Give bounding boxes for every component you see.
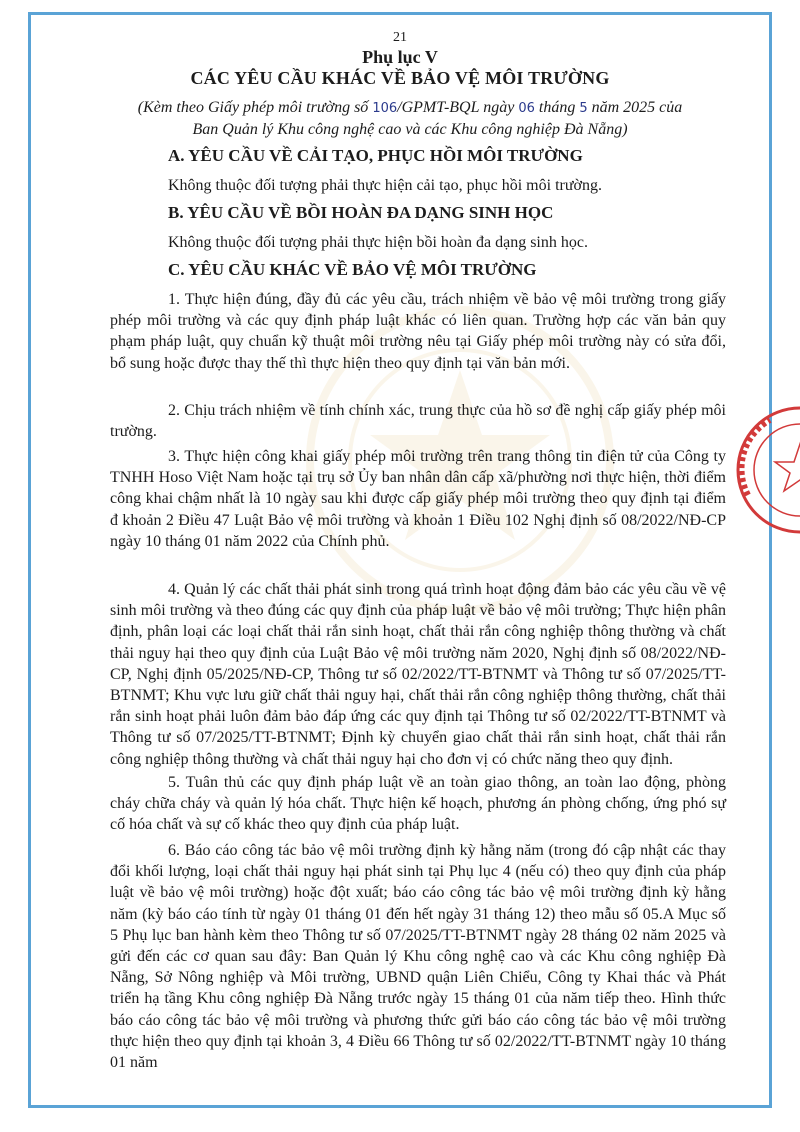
appendix-title: Phụ lục V [362,47,438,67]
subtitle-part: tháng [534,99,580,116]
red-seal-stamp [730,400,800,540]
handwritten-month: 5 [579,101,588,116]
section-b-text: Không thuộc đối tượng phải thực hiện bồi hoàn đa dạng sinh học. [168,234,588,251]
handwritten-day: 06 [518,101,535,116]
main-title: CÁC YÊU CẦU KHÁC VỀ BẢO VỆ MÔI TRƯỜNG [190,68,610,88]
subtitle-part: /GPMT-BQL ngày [397,99,519,116]
subtitle [90,97,730,140]
paragraph-4: 4. Quản lý các chất thải phát sinh trong quá trình hoạt động đảm bảo các yêu cầu về vệ sinh môi trường và theo đúng các quy định của pháp luật về bảo vệ môi trường; Thực hiện phân định, phân loại các loại chất thải rắn sinh hoạt, chất thải rắn công nghiệp thông thường và chất thải nguy hại theo quy định của Luật Bảo vệ môi trường năm 2020, Nghị định số 08/2022/NĐ-CP, Nghị định 05/2025/NĐ-CP, Thông tư số 02/2022/TT-BTNMT và Thông tư số 07/2025/TT-BTNMT; Khu vực lưu giữ chất thải nguy hại, chất thải rắn công nghiệp thông thường, chất thải rắn sinh hoạt phải luôn đảm bảo đáp ứng các quy định tại Thông tư số 02/2022/TT-BTNMT và Thông tư số 07/2025/TT-BTNMT; Định kỳ chuyển giao chất thải rắn sinh hoạt, chất thải rắn công nghiệp thông thường và chất thải nguy hại cho đơn vị có chức năng theo quy định. [110,581,726,768]
section-a-text: Không thuộc đối tượng phải thực hiện cải tạo, phục hồi môi trường. [168,177,602,194]
subtitle-line2: Ban Quản lý Khu công nghệ cao và các Khu công nghiệp Đà Nẵng) [192,121,628,138]
section-c-heading: C. YÊU CẦU KHÁC VỀ BẢO VỆ MÔI TRƯỜNG [168,260,537,279]
paragraph-3: 3. Thực hiện công khai giấy phép môi trường trên trang thông tin điện tử của Công ty TNHH Hoso Việt Nam hoặc tại trụ sở Ủy ban nhân dân cấp xã/phường nơi thực hiện, thời điểm công khai chậm nhất là 10 ngày sau khi được cấp giấy phép môi trường theo quy định tại điểm đ khoản 2 Điều 47 Luật Bảo vệ môi trường và khoản 1 Điều 102 Nghị định số 08/2022/NĐ-CP ngày 10 tháng 01 năm 2022 của Chính phủ. [110,448,726,550]
subtitle-part: năm 2025 của [587,99,683,116]
paragraph-2: 2. Chịu trách nhiệm về tính chính xác, trung thực của hồ sơ đề nghị cấp giấy phép môi trường. [110,402,726,441]
section-b-heading: B. YÊU CẦU VỀ BỒI HOÀN ĐA DẠNG SINH HỌC [168,203,554,222]
page-number: 21 [393,30,407,45]
paragraph-5: 5. Tuân thủ các quy định pháp luật về an toàn giao thông, an toàn lao động, phòng cháy chữa cháy và quản lý hóa chất. Thực hiện kế hoạch, phương án phòng chống, ứng phó sự cố hóa chất và sự cố khác theo quy định của pháp luật. [110,774,726,834]
handwritten-permit-number: 106 [372,101,398,116]
paragraph-6: 6. Báo cáo công tác bảo vệ môi trường định kỳ hằng năm (trong đó cập nhật các thay đổi khối lượng, loại chất thải nguy hại phát sinh tại Phụ lục 4 (nếu có) theo quy định của pháp luật về bảo vệ môi trường) hoặc đột xuất; báo cáo công tác bảo vệ môi trường định kỳ hằng năm (kỳ báo cáo tính từ ngày 01 tháng 01 đến hết ngày 31 tháng 12) theo mẫu số 05.A Mục số 5 Phụ lục ban hành kèm theo Thông tư số 07/2025/TT-BTNMT ngày 28 tháng 02 năm 2025 và gửi đến các cơ quan sau đây: Ban Quản lý Khu công nghệ cao và các Khu công nghiệp Đà Nẵng, Sở Nông nghiệp và Môi trường, UBND quận Liên Chiểu, Công ty Khai thác và Phát triển hạ tầng Khu công nghiệp Đà Nẵng trước ngày 15 tháng 01 của năm tiếp theo. Hình thức báo cáo công tác bảo vệ môi trường và phương thức gửi báo cáo công tác bảo vệ môi trường thực hiện theo quy định tại khoản 3, 4 Điều 66 Thông tư số 02/2022/TT-BTNMT ngày 10 tháng 01 năm [110,842,726,1072]
subtitle-part: (Kèm theo Giấy phép môi trường số [137,99,373,116]
section-a-heading: A. YÊU CẦU VỀ CẢI TẠO, PHỤC HỒI MÔI TRƯỜNG [168,146,583,165]
paragraph-1: 1. Thực hiện đúng, đầy đủ các yêu cầu, trách nhiệm về bảo vệ môi trường trong giấy phép môi trường và các quy định pháp luật khác có liên quan. Trường hợp các văn bản quy phạm pháp luật, quy chuẩn kỹ thuật môi trường nêu tại Giấy phép môi trường này có sửa đổi, bổ sung hoặc được thay thế thì thực hiện theo quy định tại văn bản mới. [110,291,726,372]
